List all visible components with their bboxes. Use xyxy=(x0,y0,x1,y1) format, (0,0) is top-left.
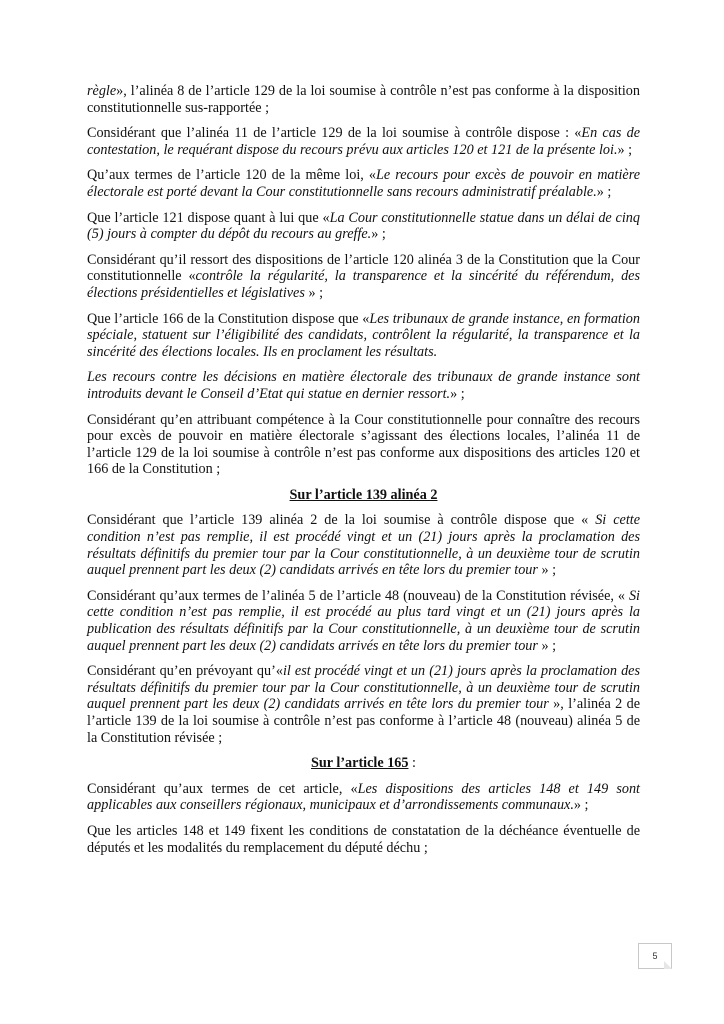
section-heading-article-139-text: Sur l’article 139 alinéa 2 xyxy=(289,486,438,503)
paragraph-1-text: », l’alinéa 8 de l’article 129 de la loi soumise à contrôle n’est pas conforme à la disposition constitutionnelle sus-rapportée ; xyxy=(87,83,640,116)
paragraph-12-text: Considérant qu’aux termes de cet article, « xyxy=(87,780,358,797)
paragraph-5-quote: contrôle la régularité, la transparence et la sincérité du référendum, des élections présidentielles et législatives xyxy=(87,268,640,301)
paragraph-6 xyxy=(87,311,640,361)
paragraph-11-quote: il est procédé vingt et un (21) jours après la proclamation des résultats définitifs du premier tour par la Cour constitutionnelle, à un deuxième tour de scrutin auquel prennent part les deux (2) candidats arrivés en tête lors du premier tour xyxy=(87,663,640,713)
paragraph-4 xyxy=(87,210,640,243)
paragraph-9 xyxy=(87,512,640,578)
paragraph-9-text: Considérant que l’article 139 alinéa 2 de la loi soumise à contrôle dispose que « xyxy=(87,512,596,529)
paragraph-11 xyxy=(87,663,640,746)
paragraph-13-text: Que les articles 148 et 149 fixent les conditions de constatation de la déchéance éventuelle de députés et les modalités du remplacement du député déchu ; xyxy=(87,822,640,856)
paragraph-4-text: Que l’article 121 dispose quant à lui que « xyxy=(87,209,330,226)
section-heading-article-165 xyxy=(87,755,640,772)
paragraph-6-text: Que l’article 166 de la Constitution dispose que « xyxy=(87,310,370,327)
paragraph-2 xyxy=(87,125,640,158)
paragraph-4-quote: La Cour constitutionnelle statue dans un délai de cinq (5) jours à compter du dépôt du recours au greffe. xyxy=(87,209,640,243)
paragraph-5-end: » ; xyxy=(304,284,324,301)
paragraph-10 xyxy=(87,588,640,654)
paragraph-12-quote: Les dispositions des articles 148 et 149 sont applicables aux conseillers régionaux, municipaux et d’arrondissements communaux. xyxy=(87,780,640,814)
paragraph-7-end: » ; xyxy=(450,385,465,402)
paragraph-3 xyxy=(87,167,640,200)
page-number: 5 xyxy=(652,951,658,961)
paragraph-8-text: Considérant qu’en attribuant compétence à la Cour constitutionnelle pour connaître des recours pour excès de pouvoir en matière électorale s’agissant des élections locales, l’alinéa 11 de l’article 129 de la loi soumise à contrôle n’est pas conforme aux dispositions des articles 120 et 166 de la Constitution ; xyxy=(87,411,640,478)
document-page xyxy=(87,83,640,865)
paragraph-2-quote: En cas de contestation, le requérant dispose du recours prévu aux articles 120 et 121 de la présente loi. xyxy=(87,125,640,158)
paragraph-5 xyxy=(87,252,640,302)
paragraph-11-text: Considérant qu’en prévoyant qu’« xyxy=(87,663,283,680)
paragraph-12 xyxy=(87,781,640,814)
paragraph-3-end: » ; xyxy=(596,183,612,200)
section-heading-article-139 xyxy=(87,487,640,504)
paragraph-10-text: Considérant qu’aux termes de l’alinéa 5 de l’article 48 (nouveau) de la Constitution révisée, « xyxy=(87,587,629,604)
page-corner-fold-icon xyxy=(664,961,672,969)
section-heading-article-165-suffix: : xyxy=(408,755,416,772)
page-number-box xyxy=(638,943,672,969)
paragraph-3-quote: Le recours pour excès de pouvoir en matière électorale est porté devant la Cour constitutionnelle sans recours administratif préalable. xyxy=(87,167,640,200)
paragraph-9-end: » ; xyxy=(537,562,557,579)
paragraph-9-quote: Si cette condition n’est pas remplie, il est procédé vingt et un (21) jours après la proclamation des résultats définitifs du premier tour par la Cour constitutionnelle, à un deuxième tour de scrutin auquel prennent part les deux (2) candidats arrivés en tête lors du premier tour xyxy=(87,512,640,579)
paragraph-3-text: Qu’aux termes de l’article 120 de la même loi, « xyxy=(87,167,377,184)
paragraph-1 xyxy=(87,83,640,116)
paragraph-4-end: » ; xyxy=(371,226,386,243)
paragraph-5-text: Considérant qu’il ressort des dispositions de l’article 120 alinéa 3 de la Constitution que la Cour constitutionnelle « xyxy=(87,251,640,285)
paragraph-6-quote: Les tribunaux de grande instance, en formation spéciale, statuent sur l’éligibilité des candidats, contrôlent la régularité, la transparence et la sincérité des élections locales. Ils en proclament les résultats. xyxy=(87,310,640,360)
section-heading-article-165-text: Sur l’article 165 xyxy=(311,755,409,772)
paragraph-12-end: » ; xyxy=(573,797,589,814)
paragraph-7-quote: Les recours contre les décisions en matière électorale des tribunaux de grande instance sont introduits devant le Conseil d’Etat qui statue en dernier ressort. xyxy=(87,369,640,402)
paragraph-10-quote: Si cette condition n’est pas remplie, il est procédé au plus tard vingt et un (21) jours après la publication des résultats définitifs par la Cour constitutionnelle, à un deuxième tour de scrutin auquel prennent part les deux (2) candidats arrivés en tête lors du premier tour xyxy=(87,587,640,654)
paragraph-8 xyxy=(87,412,640,478)
paragraph-2-end: » ; xyxy=(617,141,633,158)
paragraph-1-quote: règle xyxy=(87,83,117,99)
paragraph-11-end: », l’alinéa 2 de l’article 139 de la loi soumise à contrôle n’est pas conforme à l’article 48 (nouveau) alinéa 5 de la Constitution révisée ; xyxy=(87,696,640,746)
paragraph-2-text: Considérant que l’alinéa 11 de l’article 129 de la loi soumise à contrôle dispose : « xyxy=(87,125,582,142)
paragraph-13 xyxy=(87,823,640,856)
paragraph-10-end: » ; xyxy=(537,637,557,654)
paragraph-7 xyxy=(87,369,640,402)
